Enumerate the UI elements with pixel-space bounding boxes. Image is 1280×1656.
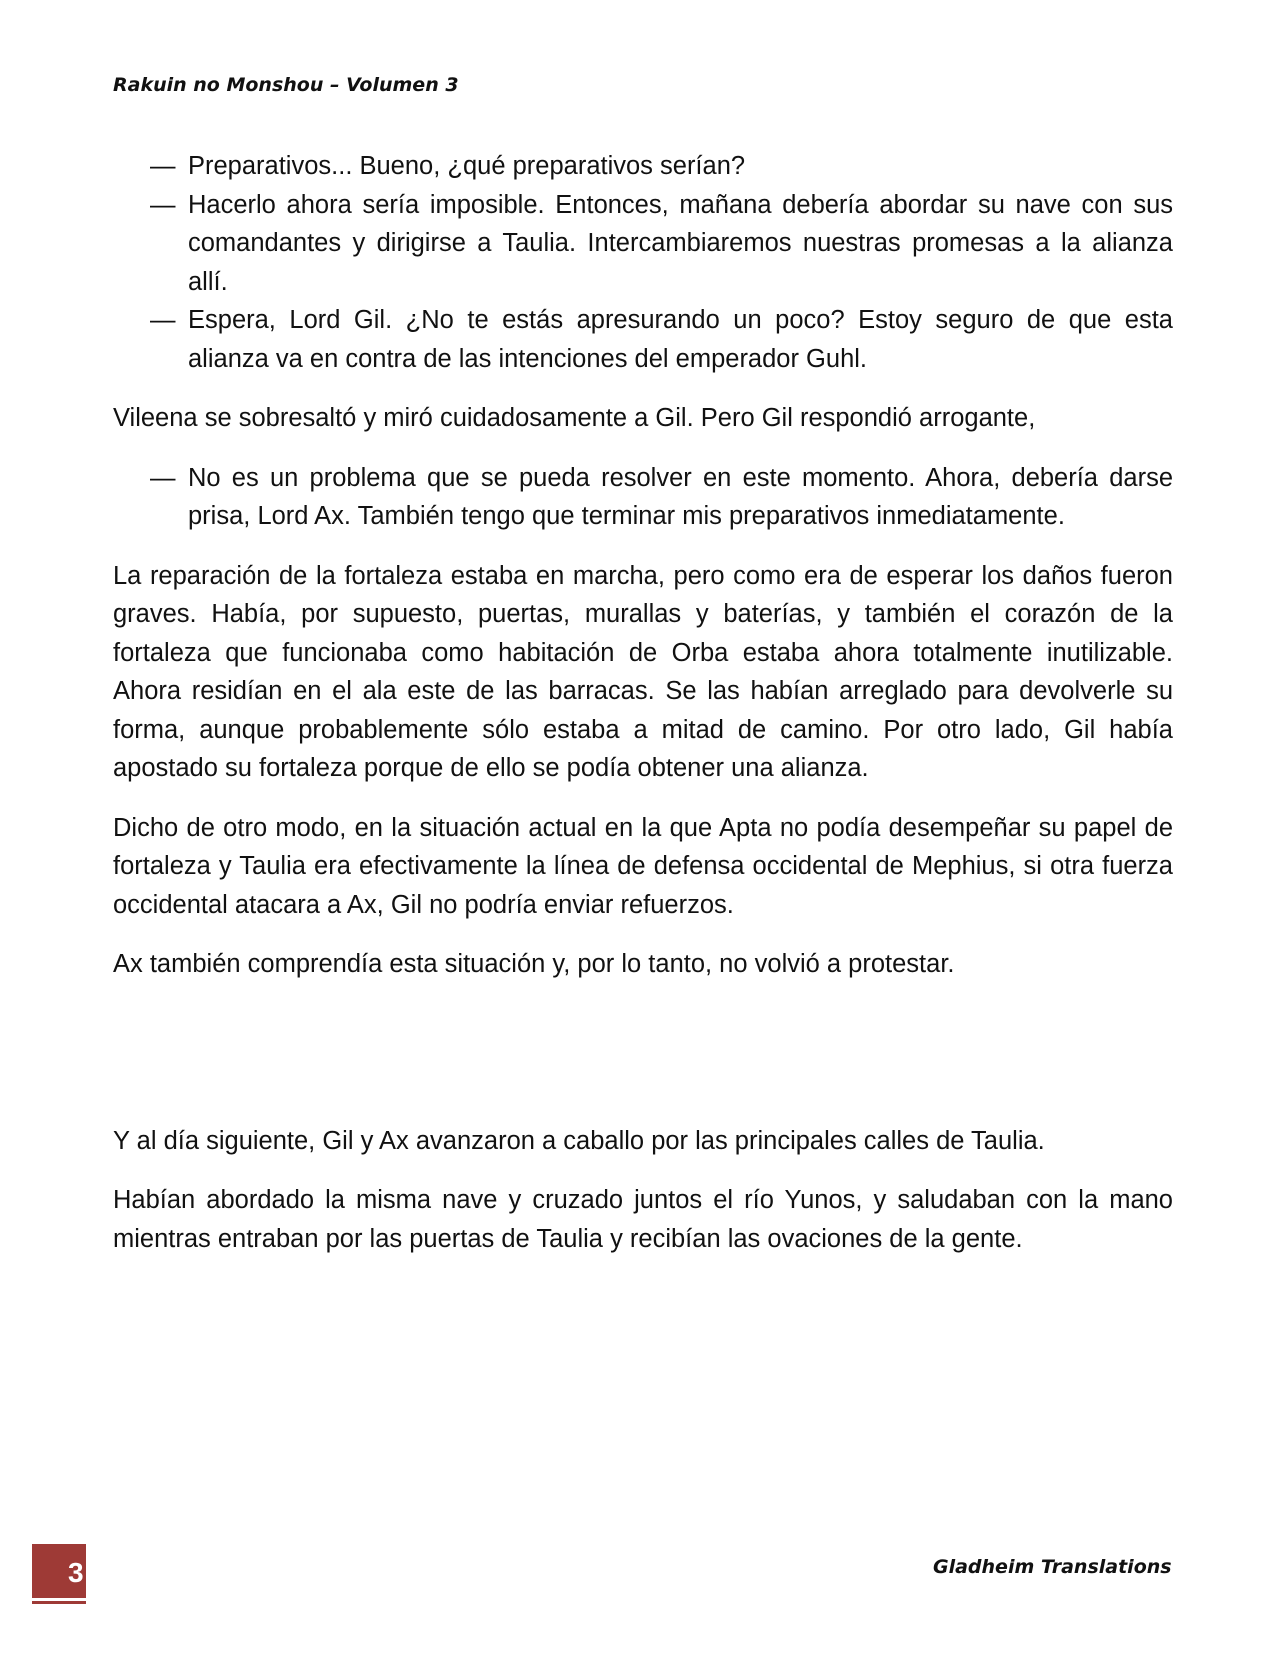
dialog-text: Espera, Lord Gil. ¿No te estás apresurando un poco? Estoy seguro de que esta alianza va en contra de las intenciones del emperador Guhl.	[188, 306, 1173, 373]
dialog-dash: —	[150, 306, 176, 334]
page-content	[113, 147, 1173, 1258]
paragraph: Habían abordado la misma nave y cruzado juntos el río Yunos, y saludaban con la mano mientras entraban por las puertas de Taulia y recibían las ovaciones de la gente.	[113, 1186, 1173, 1253]
paragraph: Dicho de otro modo, en la situación actual en la que Apta no podía desempeñar su papel de fortaleza y Taulia era efectivamente la línea de defensa occidental de Mephius, si otra fuerza occidental atacara a Ax, Gil no podría enviar refuerzos.	[113, 813, 1173, 919]
paragraph: Ax también comprendía esta situación y, por lo tanto, no volvió a protestar.	[113, 950, 955, 978]
dialog-text: No es un problema que se pueda resolver en este momento. Ahora, debería darse prisa, Lord Ax. También tengo que terminar mis preparativos inmediatamente.	[188, 463, 1173, 530]
running-header: Rakuin no Monshou – Volumen 3	[113, 74, 459, 96]
dialog-dash: —	[150, 190, 176, 219]
paragraph: Y al día siguiente, Gil y Ax avanzaron a caballo por las principales calles de Taulia.	[113, 1126, 1045, 1155]
translator-credit: Gladheim Translations	[933, 1556, 1172, 1578]
page-number-underline	[32, 1601, 86, 1604]
dialog-text: Preparativos... Bueno, ¿qué preparativos serían?	[188, 152, 746, 180]
dialog-text: Hacerlo ahora sería imposible. Entonces, mañana debería abordar su nave con sus comandantes y dirigirse a Taulia. Intercambiaremos nuestras promesas a la alianza allí.	[188, 190, 1173, 296]
dialog-line	[113, 301, 1173, 378]
dialog-dash: —	[150, 463, 176, 492]
dialog-line	[113, 147, 1173, 186]
paragraph: La reparación de la fortaleza estaba en marcha, pero como era de esperar los daños fueron graves. Había, por supuesto, puertas, murallas y baterías, y también el corazón de la fortaleza que funcionaba como habitación de Orba estaba ahora totalmente inutilizable. Ahora residían en el ala este de las barracas. Se las habían arreglado para devolverle su forma, aunque probablemente sólo estaba a mitad de camino. Por otro lado, Gil había apostado su fortaleza porque de ello se podía obtener una alianza.	[113, 561, 1173, 782]
page-number: 3	[68, 1557, 84, 1588]
dialog-dash: —	[150, 152, 176, 180]
dialog-line	[113, 459, 1173, 536]
dialog-line	[113, 186, 1173, 302]
paragraph: Vileena se sobresaltó y miró cuidadosamente a Gil. Pero Gil respondió arrogante,	[113, 404, 1036, 432]
